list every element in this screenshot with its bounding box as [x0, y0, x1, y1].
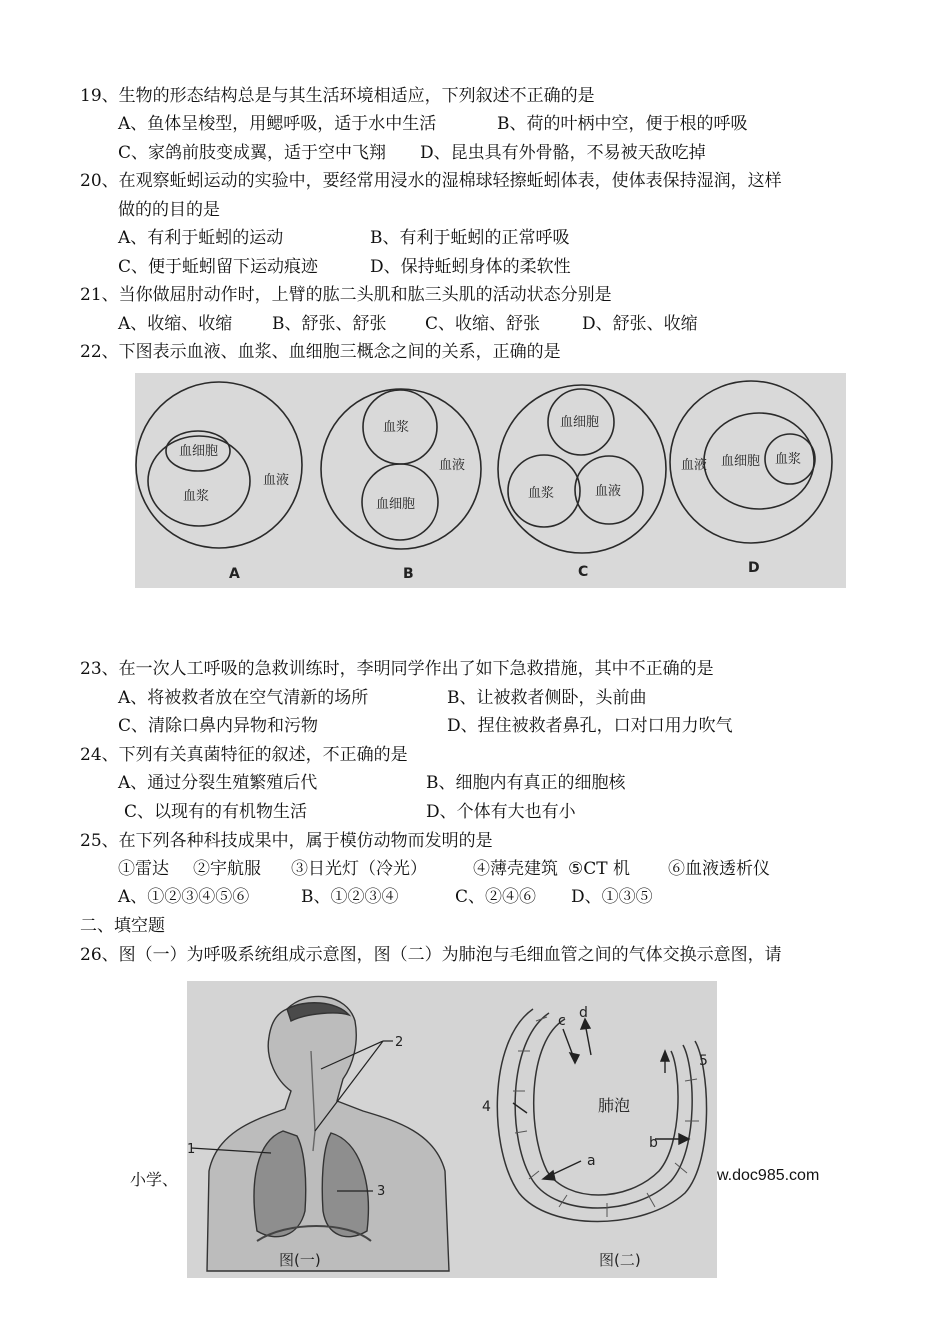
q24-option-b: B、细胞内有真正的细胞核 [426, 773, 626, 793]
q20-option-a: A、有利于蚯蚓的运动 [118, 228, 284, 248]
section-fill-in-heading: 二、填空题 [80, 916, 165, 936]
panel-b-plasma-label: 血浆 [383, 420, 410, 435]
fig2-label-b: b [649, 1135, 658, 1151]
q24-option-c: C、以现有的有机物生活 [124, 802, 308, 822]
fig1-label-1: 1 [187, 1142, 196, 1157]
q20-option-c: C、便于蚯蚓留下运动痕迹 [118, 257, 319, 277]
panel-d-plasma-label: 血浆 [775, 452, 802, 467]
footer-right-text: w.doc985.com [717, 1167, 820, 1184]
panel-a-cell-label: 血细胞 [179, 444, 219, 459]
panel-a-letter: A [229, 566, 240, 582]
blood-concept-figure [135, 373, 846, 588]
panel-b-cell-label: 血细胞 [376, 497, 416, 512]
figure-background [135, 373, 846, 588]
respiratory-figure [187, 981, 717, 1278]
fig2-label-d: d [579, 1005, 588, 1021]
q23-stem: 23、在一次人工呼吸的急救训练时，李明同学作出了如下急救措施，其中不正确的是 [80, 659, 714, 679]
q25-option-a: A、①②③④⑤⑥ [118, 887, 250, 907]
q25-stem: 25、在下列各种科技成果中，属于模仿动物而发明的是 [80, 831, 493, 851]
q19-option-b: B、荷的叶柄中空，便于根的呼吸 [497, 114, 748, 134]
q19-option-d: D、昆虫具有外骨骼，不易被天敌吃掉 [420, 143, 706, 163]
q25-option-c: C、②④⑥ [455, 887, 537, 907]
panel-c-cell-label: 血细胞 [560, 415, 600, 430]
panel-c-plasma-label: 血浆 [528, 486, 555, 501]
q20-option-b: B、有利于蚯蚓的正常呼吸 [370, 228, 570, 248]
fig2-label-4: 4 [482, 1099, 491, 1115]
q21-option-b: B、舒张、舒张 [272, 314, 387, 334]
q23-option-d: D、捏住被救者鼻孔，口对口用力吹气 [447, 716, 733, 736]
panel-c-blood-label: 血液 [595, 484, 622, 499]
panel-d-letter: D [748, 560, 760, 576]
panel-b-blood-label: 血液 [439, 458, 466, 473]
q21-option-a: A、收缩、收缩 [118, 314, 233, 334]
fig1-label-2: 2 [395, 1035, 404, 1050]
q25-option-b: B、①②③④ [301, 887, 399, 907]
q20-stem-line1: 20、在观察蚯蚓运动的实验中，要经常用浸水的湿棉球轻擦蚯蚓体表，使体表保持湿润，这样 [80, 171, 782, 191]
fig1-label-3: 3 [377, 1184, 386, 1199]
q19-option-a: A、鱼体呈梭型，用鳃呼吸，适于水中生活 [118, 114, 437, 134]
fig2-caption: 图(二) [599, 1251, 641, 1269]
q20-stem-line2: 做的的目的是 [118, 200, 220, 220]
q23-option-a: A、将被救者放在空气清新的场所 [118, 688, 369, 708]
q19-option-c: C、家鸽前肢变成翼，适于空中飞翔 [118, 143, 387, 163]
panel-a-plasma-label: 血浆 [183, 489, 210, 504]
fig2-label-c: c [558, 1013, 566, 1029]
footer-left-text: 小学、 [130, 1172, 179, 1189]
panel-d-blood-label: 血液 [681, 458, 708, 473]
q21-option-d: D、舒张、收缩 [582, 314, 698, 334]
fig1-caption: 图(一) [279, 1251, 321, 1269]
q23-option-b: B、让被救者侧卧，头前曲 [447, 688, 647, 708]
fig2-label-5: 5 [699, 1053, 708, 1069]
q25-item-2: ②宇航服 [193, 859, 261, 879]
fig2-center-label: 肺泡 [598, 1096, 631, 1115]
q21-option-c: C、收缩、舒张 [425, 314, 541, 334]
fig2-label-a: a [587, 1153, 596, 1169]
panel-b-letter: B [403, 566, 414, 582]
panel-d-cell-label: 血细胞 [721, 454, 761, 469]
q23-option-c: C、清除口鼻内异物和污物 [118, 716, 319, 736]
q24-option-a: A、通过分裂生殖繁殖后代 [118, 773, 318, 793]
q25-item-4: ④薄壳建筑 [473, 859, 558, 879]
q19-stem: 19、生物的形态结构总是与其生活环境相适应，下列叙述不正确的是 [80, 86, 595, 106]
q25-item-1: ①雷达 [118, 859, 169, 879]
q21-stem: 21、当你做屈肘动作时，上臂的肱二头肌和肱三头肌的活动状态分别是 [80, 285, 612, 305]
q24-stem: 24、下列有关真菌特征的叙述，不正确的是 [80, 745, 408, 765]
q25-item-5: ⑤CT 机 [568, 859, 630, 879]
q22-stem: 22、下图表示血液、血浆、血细胞三概念之间的关系，正确的是 [80, 342, 561, 362]
q25-item-6: ⑥血液透析仪 [668, 859, 770, 879]
q25-item-3: ③日光灯（冷光） [291, 859, 427, 879]
q24-option-d: D、个体有大也有小 [426, 802, 576, 822]
panel-c-letter: C [578, 564, 589, 580]
q26-stem: 26、图（一）为呼吸系统组成示意图，图（二）为肺泡与毛细血管之间的气体交换示意图，请 [80, 945, 782, 965]
q25-option-d: D、①③⑤ [571, 887, 653, 907]
q20-option-d: D、保持蚯蚓身体的柔软性 [370, 257, 571, 277]
panel-a-blood-label: 血液 [263, 473, 290, 488]
